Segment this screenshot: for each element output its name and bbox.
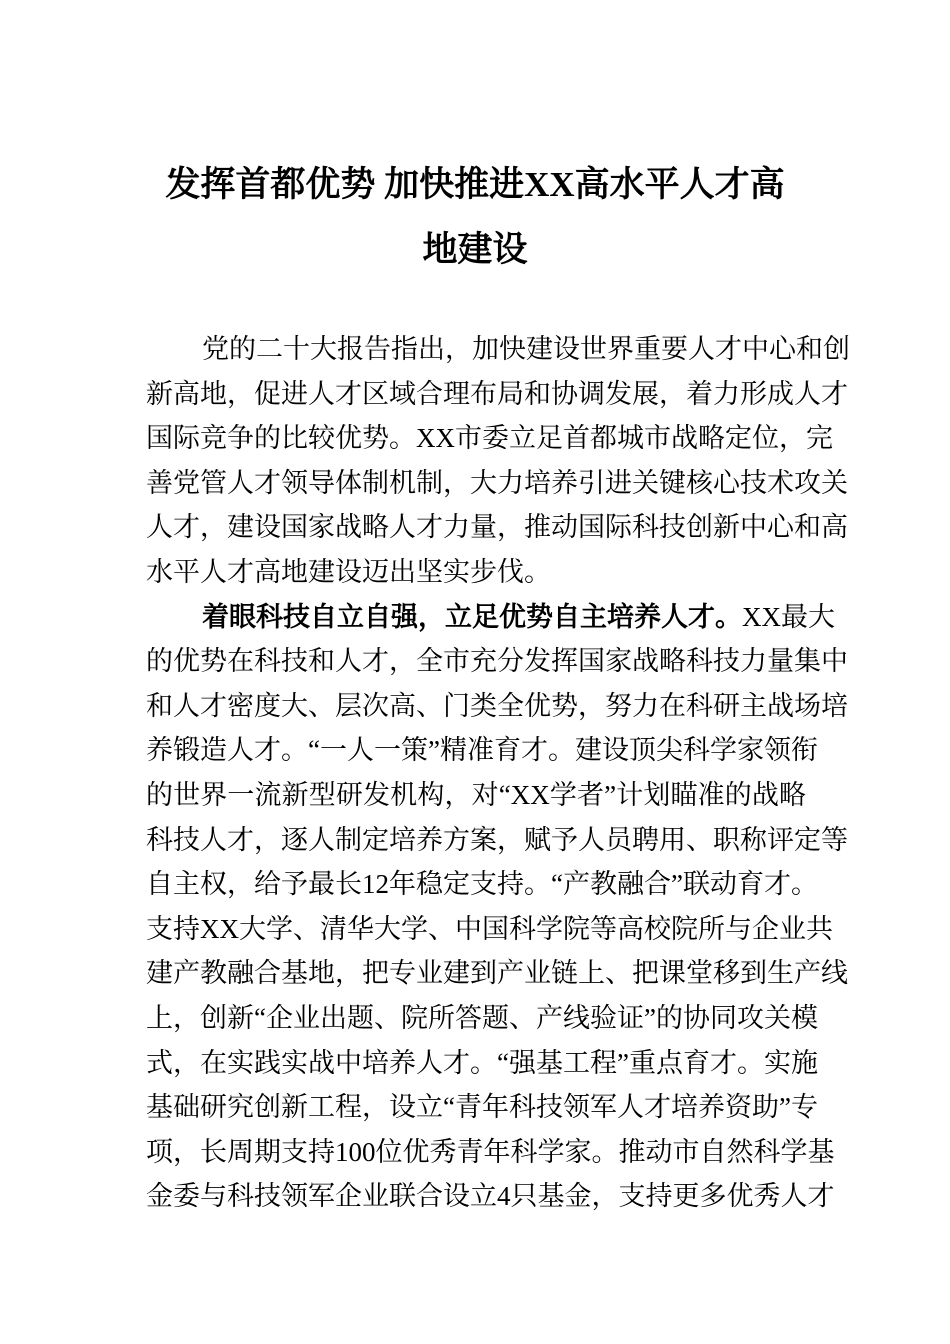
paragraph-line — [146, 595, 835, 640]
paragraph-line: 的世界一流新型研发机构，对“XX学者”计划瞄准的战略 — [146, 779, 806, 810]
paragraph-talent-cultivation — [146, 595, 848, 1219]
paragraph-lead-rest: XX最大 — [742, 601, 835, 632]
paragraph-line: 上，创新“企业出题、院所答题、产线验证”的协同攻关模 — [146, 1002, 818, 1033]
paragraph-line: 基础研究创新工程，设立“青年科技领军人才培养资助”专 — [146, 1092, 818, 1123]
paragraph-line: 养锻造人才。“一人一策”精准育才。建设顶尖科学家领衔 — [146, 735, 818, 766]
paragraph-line: 式，在实践实战中培养人才。“强基工程”重点育才。实施 — [146, 1047, 818, 1078]
paragraph-line: 善党管人才领导体制机制，大力培养引进关键核心技术攻关 — [146, 467, 848, 498]
paragraph-line: 建产教融合基地，把专业建到产业链上、把课堂移到生产线 — [146, 958, 848, 989]
paragraph-line: 新高地，促进人才区域合理布局和协调发展，着力形成人才 — [146, 378, 848, 409]
paragraph-line: 国际竞争的比较优势。XX市委立足首都城市战略定位，完 — [146, 423, 833, 454]
paragraph-line: 的优势在科技和人才，全市充分发挥国家战略科技力量集中 — [146, 646, 848, 677]
paragraph-intro — [146, 327, 850, 595]
paragraph-line: 水平人才高地建设迈出坚实步伐。 — [146, 556, 551, 587]
paragraph-line: 和人才密度大、层次高、门类全优势，努力在科研主战场培 — [146, 690, 848, 721]
paragraph-line: 科技人才，逐人制定培养方案，赋予人员聘用、职称评定等 — [146, 824, 848, 855]
paragraph-line: 自主权，给予最长12年稳定支持。“产教融合”联动育才。 — [146, 869, 818, 900]
document-body — [146, 327, 850, 1219]
paragraph-line: 支持XX大学、清华大学、中国科学院等高校院所与企业共 — [146, 913, 833, 944]
paragraph-lead-heading: 着眼科技自立自强，立足优势自主培养人才。 — [202, 601, 742, 632]
document-title-line-2: 地建设 — [422, 230, 528, 269]
paragraph-line: 金委与科技领军企业联合设立4只基金，支持更多优秀人才 — [146, 1181, 835, 1212]
paragraph-line: 党的二十大报告指出，加快建设世界重要人才中心和创 — [202, 334, 850, 364]
paragraph-line: 人才，建设国家战略人才力量，推动国际科技创新中心和高 — [146, 512, 848, 543]
paragraph-line: 项，长周期支持100位优秀青年科学家。推动市自然科学基 — [146, 1136, 835, 1167]
document-title-line-1: 发挥首都优势 加快推进XX高水平人才高 — [165, 165, 785, 204]
